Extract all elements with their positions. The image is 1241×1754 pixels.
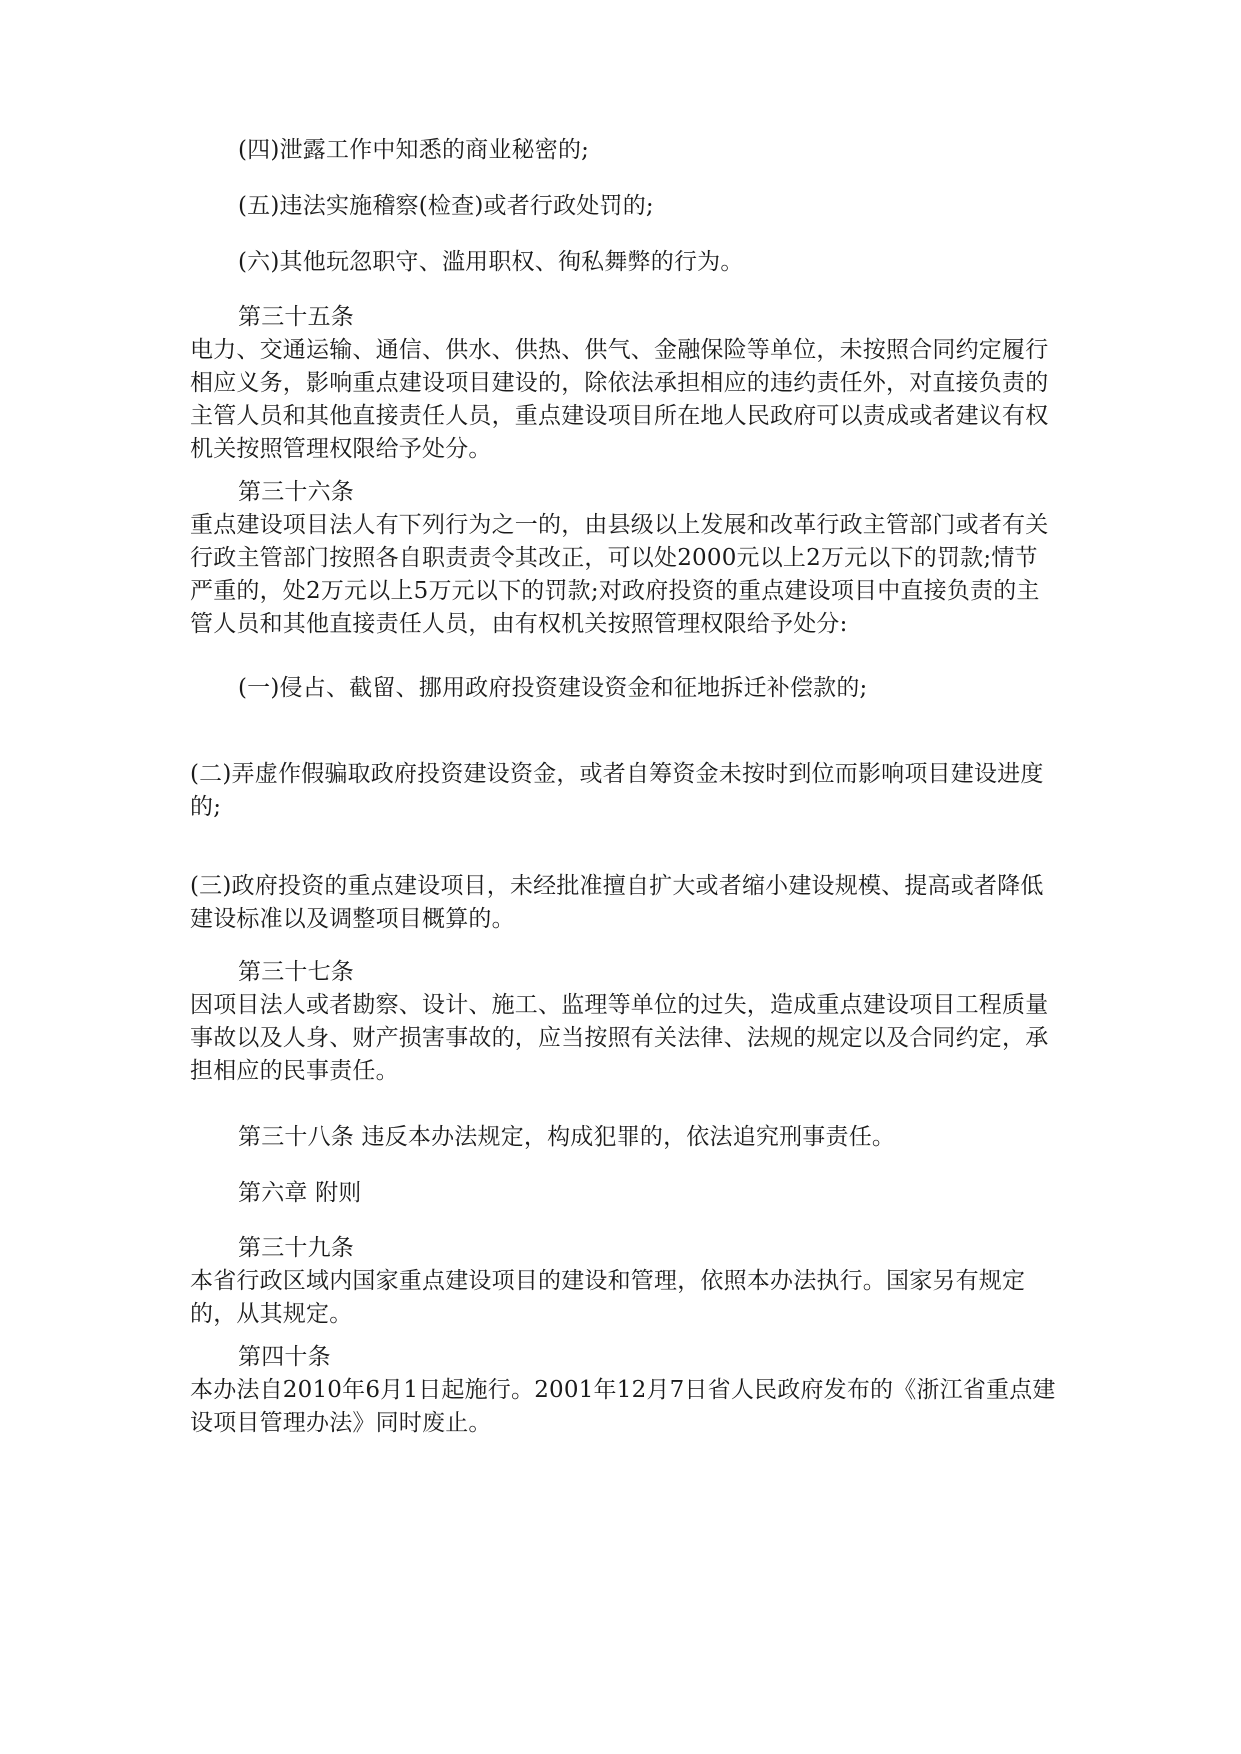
article-35-text: 电力、交通运输、通信、供水、供热、供气、金融保险等单位，未按照合同约定履行相应义务，影响重点建设项目建设的，除依法承担相应的违约责任外，对直接负责的主管人员和其他直接责任人员，重点建设项目所在地人民政府可以责成或者建议有权机关按照管理权限给予处分。 <box>190 337 1049 462</box>
article-36 <box>190 476 1060 641</box>
chapter-6-title: 第六章 附则 <box>238 1180 362 1206</box>
article-40-text: 本办法自2010年6月1日起施行。2001年12月7日省人民政府发布的《浙江省重点建设项目管理办法》同时废止。 <box>190 1377 1056 1436</box>
article-36-heading: 第三十六条 <box>238 479 354 505</box>
article-36-item-3: (三)政府投资的重点建设项目，未经批准擅自扩大或者缩小建设规模、提高或者降低建设标准以及调整项目概算的。 <box>190 873 1044 932</box>
article-37-heading: 第三十七条 <box>238 959 354 985</box>
article-37 <box>190 956 1060 1088</box>
article-39-heading: 第三十九条 <box>238 1235 354 1261</box>
article-35 <box>190 301 1060 466</box>
article-40-heading: 第四十条 <box>238 1344 331 1370</box>
item-6: (六)其他玩忽职守、滥用职权、徇私舞弊的行为。 <box>238 249 744 275</box>
article-38: 第三十八条 违反本办法规定，构成犯罪的，依法追究刑事责任。 <box>238 1124 896 1150</box>
article-39-text: 本省行政区域内国家重点建设项目的建设和管理，依照本办法执行。国家另有规定的，从其规定。 <box>190 1268 1026 1327</box>
article-36-item-1: (一)侵占、截留、挪用政府投资建设资金和征地拆迁补偿款的; <box>238 675 868 701</box>
article-35-heading: 第三十五条 <box>238 304 354 330</box>
article-39 <box>190 1232 1060 1331</box>
item-4: (四)泄露工作中知悉的商业秘密的; <box>238 137 590 163</box>
article-36-text: 重点建设项目法人有下列行为之一的，由县级以上发展和改革行政主管部门或者有关行政主管部门按照各自职责责令其改正，可以处2000元以上2万元以下的罚款;情节严重的，处2万元以上5万元以下的罚款;对政府投资的重点建设项目中直接负责的主管人员和其他直接责任人员，由有权机关按照管理权限给予处分: <box>190 512 1049 637</box>
article-36-item-2: (二)弄虚作假骗取政府投资建设资金，或者自筹资金未按时到位而影响项目建设进度的; <box>190 761 1044 820</box>
article-37-text: 因项目法人或者勘察、设计、施工、监理等单位的过失，造成重点建设项目工程质量事故以及人身、财产损害事故的，应当按照有关法律、法规的规定以及合同约定，承担相应的民事责任。 <box>190 992 1049 1084</box>
article-40 <box>190 1341 1060 1440</box>
item-5: (五)违法实施稽察(检查)或者行政处罚的; <box>238 193 654 219</box>
